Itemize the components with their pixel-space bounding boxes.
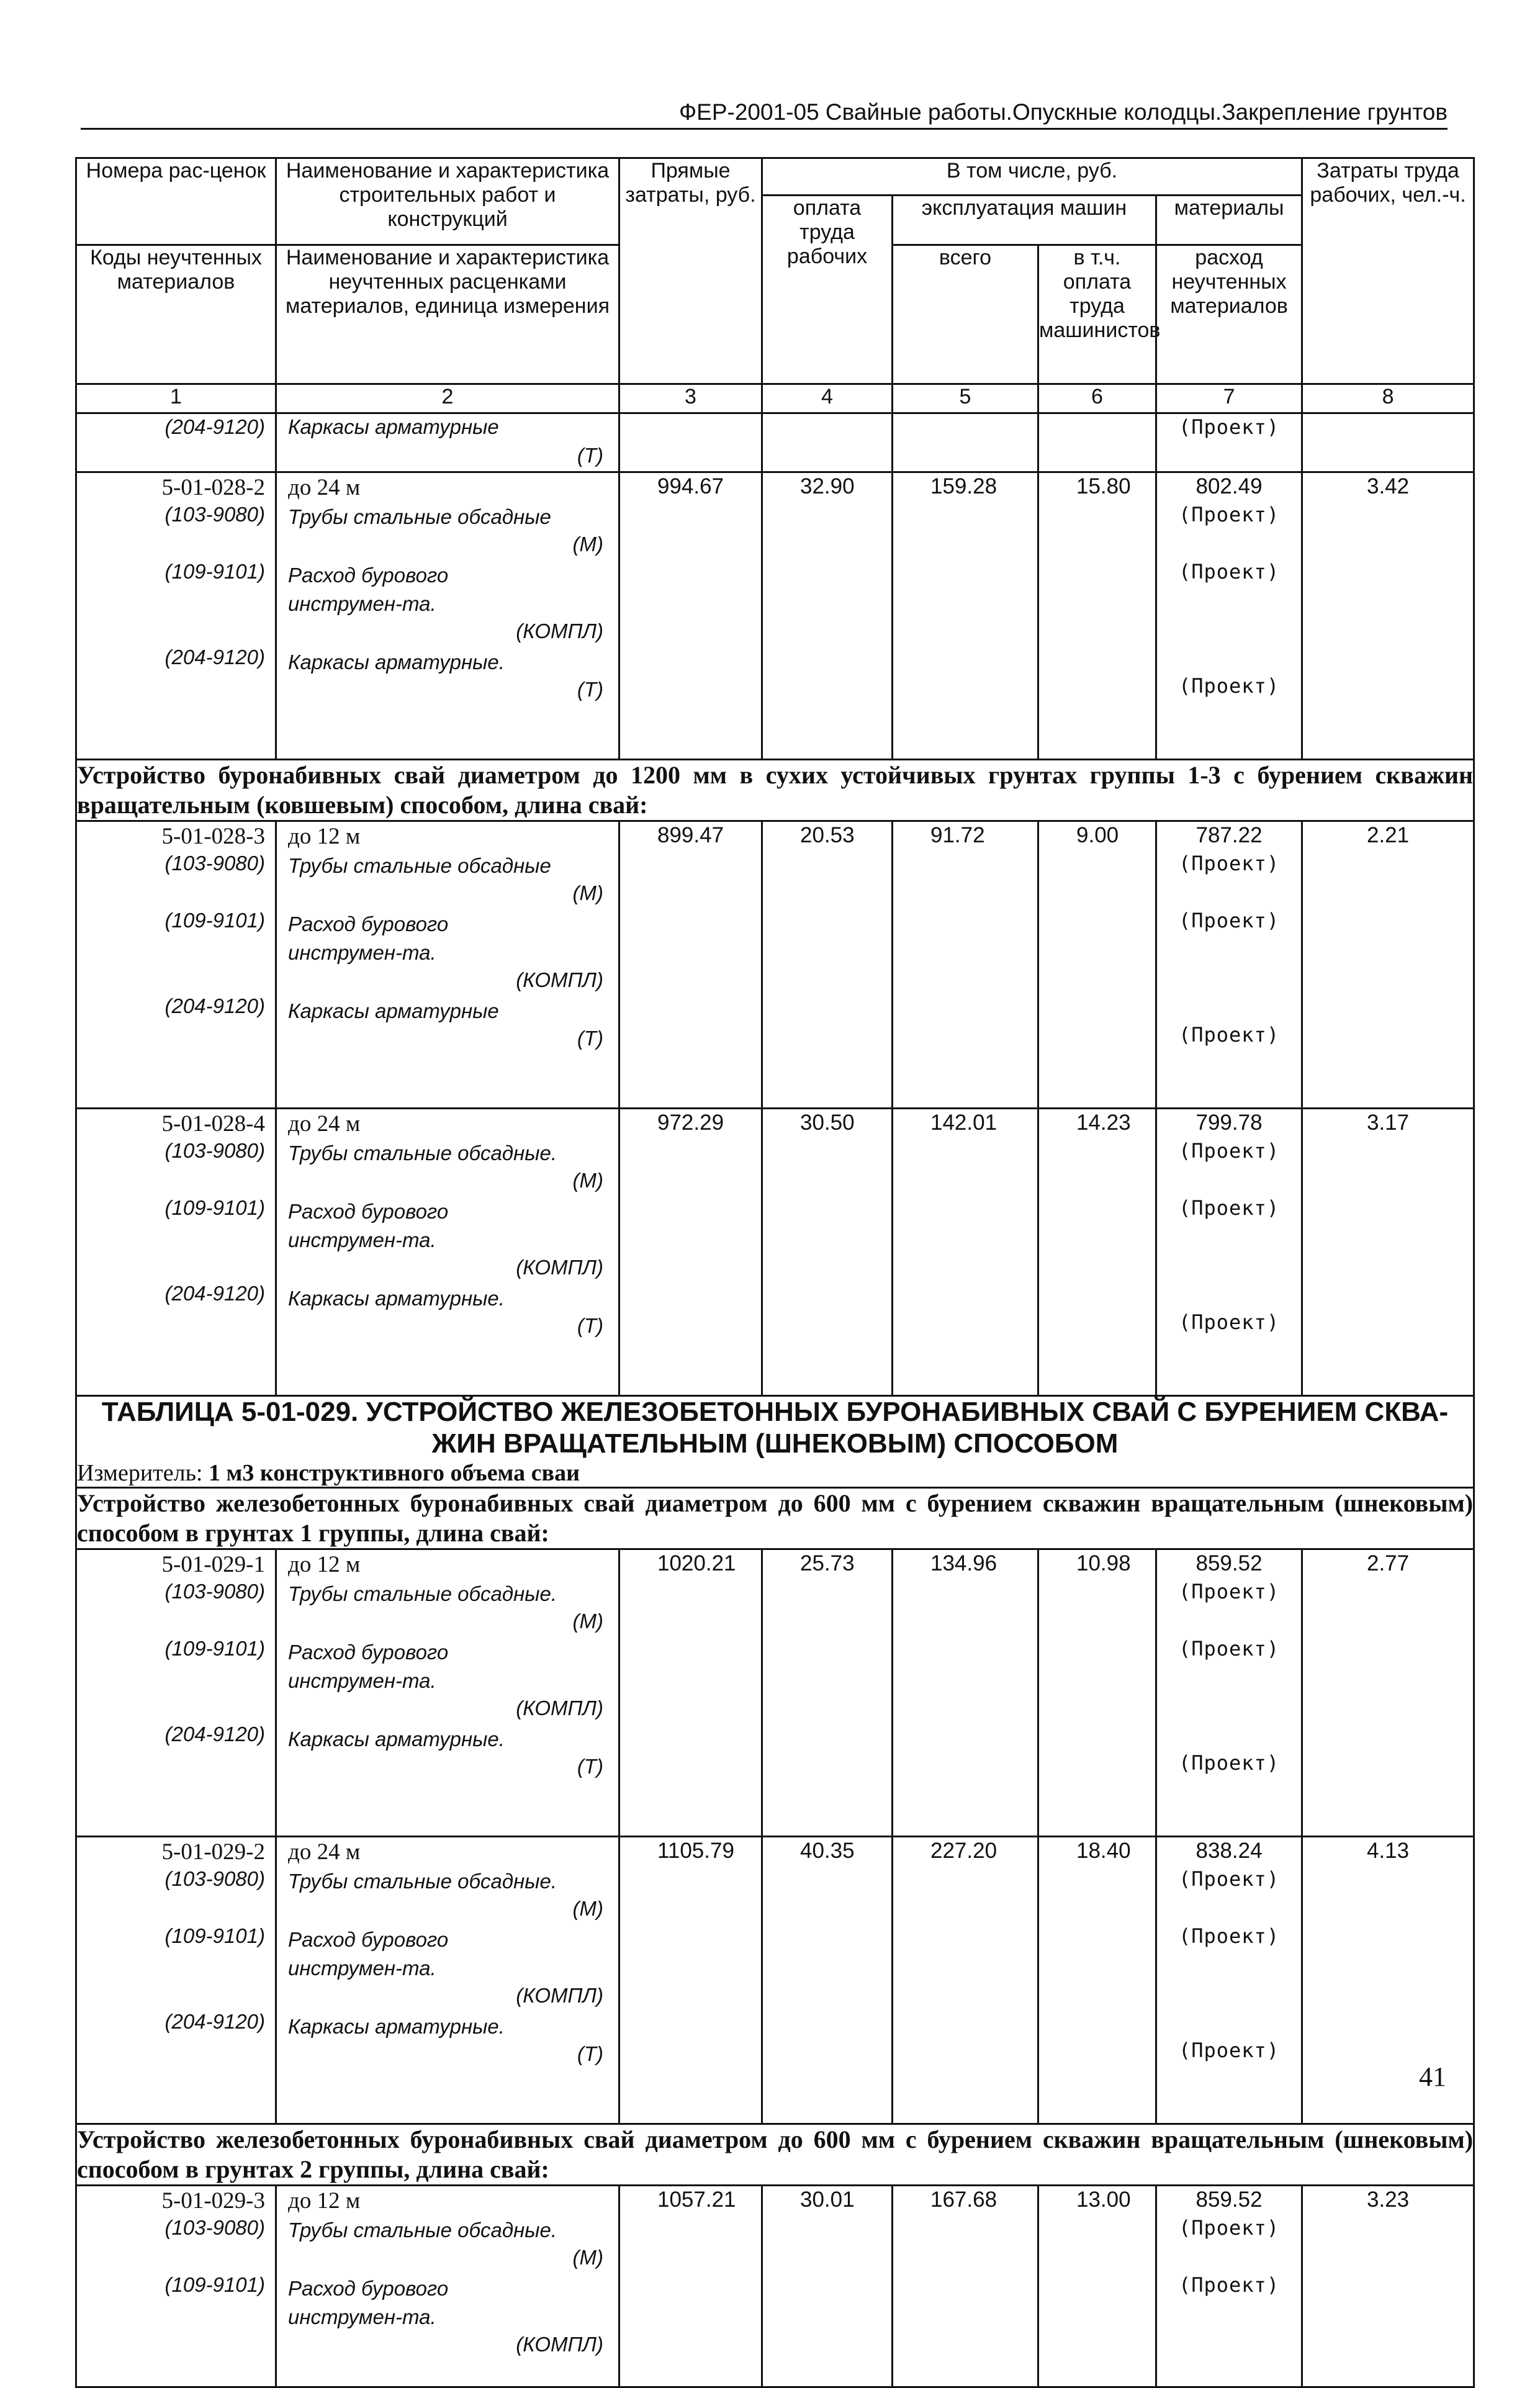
material-unit: (КОМПЛ) (516, 620, 603, 642)
rate-row (76, 2186, 1474, 2387)
col-number-5: 5 (893, 384, 1038, 413)
labor-cost: 40.35 (800, 1839, 855, 1863)
machine-cost: 134.96 (930, 1551, 997, 1576)
labor-hours: 4.13 (1366, 1839, 1410, 1863)
machine-cost: 227.20 (930, 1839, 997, 1863)
material-code: (103-9080) (164, 1139, 265, 1162)
material-unit: (М) (572, 1610, 603, 1633)
material-code: (103-9080) (164, 2216, 265, 2240)
material-unit: (М) (572, 1169, 603, 1192)
material-unit: (КОМПЛ) (516, 1256, 603, 1279)
col-number-4: 4 (762, 384, 893, 413)
project-note: (Проект) (1178, 1580, 1280, 1604)
material-name: Трубы стальные обсадные (288, 505, 551, 528)
material-unit: (Т) (577, 2042, 603, 2066)
material-name: Расход бурового инструмен-та. (288, 564, 449, 615)
page-header: ФЕР-2001-05 Свайные работы.Опускные колодцы.Закрепление грунтов (679, 99, 1448, 125)
machine-cost: 167.68 (930, 2187, 997, 2212)
rate-row (76, 1109, 1474, 1396)
material-name: Расход бурового инструмен-та. (288, 1200, 449, 1251)
labor-hours: 3.42 (1366, 474, 1410, 498)
project-note: (Проект) (1178, 852, 1280, 875)
operator-cost: 14.23 (1076, 1111, 1131, 1135)
project-note: (Проект) (1178, 2039, 1280, 2063)
material-name: Расход бурового инструмен-та. (288, 1928, 449, 1980)
labor-hours: 2.21 (1366, 823, 1410, 847)
rate-code: 5-01-029-3 (161, 2188, 265, 2214)
header-machines: эксплуатация машин (893, 196, 1156, 245)
section-text: Устройство железобетонных буронабивных свай диаметром до 600 мм с бурением скважин вращательным (шнековым) способом в грунтах 1 группы, длина свай: (77, 1489, 1474, 1548)
material-name: Трубы стальные обсадные. (288, 1142, 557, 1165)
labor-hours: 3.17 (1366, 1111, 1410, 1135)
project-note: (Проект) (1178, 674, 1280, 698)
col-number-3: 3 (619, 384, 762, 413)
labor-cost: 32.90 (800, 474, 855, 498)
materials-cost: 799.78 (1196, 1111, 1263, 1135)
pile-length: до 12 м (288, 1552, 361, 1578)
direct-cost: 994.67 (657, 474, 724, 498)
direct-cost: 1057.21 (657, 2187, 736, 2212)
table-title: ТАБЛИЦА 5-01-029. УСТРОЙСТВО ЖЕЛЕЗОБЕТОННЫХ БУРОНАБИВНЫХ СВАЙ С БУРЕНИЕМ СКВА-ЖИН ВРАЩАТЕЛЬНЫМ (ШНЕКОВЫМ) СПОСОБОМ (101, 1397, 1449, 1459)
project-note: (Проект) (1178, 1023, 1280, 1047)
material-name: Каркасы арматурные. (288, 651, 505, 674)
col-number-2: 2 (276, 384, 619, 413)
rate-code: 5-01-028-2 (161, 475, 265, 500)
material-unit: (КОМПЛ) (516, 1696, 603, 1720)
material-code: (109-9101) (164, 909, 265, 932)
unit-label: Измеритель: (77, 1460, 203, 1487)
direct-cost: 1105.79 (657, 1839, 734, 1863)
header-group: В том числе, руб. (762, 158, 1302, 196)
rate-row (76, 1549, 1474, 1837)
material-name: Расход бурового инструмен-та. (288, 2277, 449, 2329)
direct-cost: 1020.21 (657, 1551, 736, 1576)
project-note: (Проект) (1178, 1867, 1280, 1891)
material-name: Трубы стальные обсадные (288, 854, 551, 877)
material-code: (204-9120) (164, 2010, 265, 2034)
section-text: Устройство железобетонных буронабивных свай диаметром до 600 мм с бурением скважин вращательным (шнековым) способом в грунтах 2 группы, длина свай: (77, 2125, 1474, 2184)
material-unit: (Т) (577, 1314, 603, 1337)
material-name: Трубы стальные обсадные. (288, 1870, 557, 1893)
material-name: Трубы стальные обсадные. (288, 1582, 557, 1606)
operator-cost: 18.40 (1076, 1839, 1131, 1863)
project-note: (Проект) (1178, 1139, 1280, 1163)
materials-cost: 802.49 (1196, 474, 1263, 498)
labor-cost: 30.50 (800, 1111, 855, 1135)
material-name: Каркасы арматурные. (288, 1287, 505, 1310)
material-code: (204-9120) (164, 1723, 265, 1746)
machine-cost: 159.28 (930, 474, 997, 498)
operator-cost: 9.00 (1076, 823, 1119, 847)
labor-cost: 30.01 (800, 2187, 855, 2212)
header-col1-bottom: Коды неучтенных материалов (76, 245, 276, 384)
col-number-8: 8 (1302, 384, 1474, 413)
material-code: (103-9080) (164, 1580, 265, 1603)
header-col3: Прямые затраты, руб. (619, 158, 762, 384)
header-col2-bottom: Наименование и характеристика неучтенных расценками материалов, единица измерения (276, 245, 619, 384)
material-unit: (М) (572, 1897, 603, 1921)
operator-cost: 10.98 (1076, 1551, 1131, 1576)
header-col1-top: Номера рас-ценок (76, 158, 276, 245)
project-note: (Проект) (1178, 1924, 1280, 1949)
project-note: (Проект) (1178, 909, 1280, 932)
header-col8: Затраты труда рабочих, чел.-ч. (1302, 158, 1474, 384)
header-materials: материалы (1156, 196, 1302, 245)
pile-length: до 24 м (288, 1839, 361, 1865)
project-note: (Проект) (1178, 503, 1280, 526)
col-number-1: 1 (76, 384, 276, 413)
operator-cost: 15.80 (1076, 474, 1131, 498)
header-col5: всего (893, 245, 1038, 384)
project-note: (Проект) (1178, 415, 1280, 439)
rate-row (76, 1837, 1474, 2124)
project-note: (Проект) (1178, 1310, 1280, 1334)
material-code: (103-9080) (164, 852, 265, 875)
project-note: (Проект) (1178, 1751, 1280, 1775)
continuation-row (76, 413, 1474, 472)
header-col4: оплата труда рабочих (762, 196, 893, 384)
pile-length: до 12 м (288, 2188, 361, 2214)
direct-cost: 972.29 (657, 1111, 724, 1135)
project-note: (Проект) (1178, 1637, 1280, 1661)
labor-hours: 2.77 (1366, 1551, 1410, 1576)
material-unit: (Т) (577, 1755, 603, 1778)
material-unit: (КОМПЛ) (516, 968, 603, 991)
material-unit: (Т) (577, 678, 603, 701)
material-unit: (М) (572, 533, 603, 556)
section-heading (76, 1488, 1474, 1549)
material-unit: (Т) (577, 1027, 603, 1050)
material-name: Каркасы арматурные. (288, 1728, 505, 1751)
labor-cost: 20.53 (800, 823, 855, 847)
material-code: (204-9120) (164, 994, 265, 1017)
rate-code: 5-01-029-1 (161, 1552, 265, 1578)
material-name: Каркасы арматурные (288, 999, 499, 1022)
material-code: (103-9080) (164, 1867, 265, 1891)
material-code: (109-9101) (164, 560, 265, 583)
header-col2-top: Наименование и характеристика строительных работ и конструкций (276, 158, 619, 245)
material-name: Каркасы арматурные (288, 415, 499, 438)
table-title-row (76, 1396, 1474, 1460)
price-table (75, 157, 1475, 2388)
labor-hours: 3.23 (1366, 2187, 1410, 2212)
material-name: Расход бурового инструмен-та. (288, 1641, 449, 1693)
section-text: Устройство буронабивных свай диаметром до 1200 мм в сухих устойчивых грунтах группы 1-3 с бурением скважин вращательным (ковшевым) способом, длина свай: (77, 761, 1474, 819)
header-divider (81, 128, 1448, 130)
header-col6: в т.ч. оплата труда машинистов (1038, 245, 1156, 384)
pile-length: до 24 м (288, 475, 361, 500)
rate-row (76, 472, 1474, 760)
pile-length: до 24 м (288, 1111, 361, 1137)
materials-cost: 859.52 (1196, 1551, 1263, 1576)
material-code: (109-9101) (164, 1637, 265, 1660)
rate-row (76, 821, 1474, 1109)
material-code: (204-9120) (164, 646, 265, 669)
material-code: (109-9101) (164, 1196, 265, 1219)
rate-code: 5-01-028-4 (161, 1111, 265, 1137)
col-number-7: 7 (1156, 384, 1302, 413)
direct-cost: 899.47 (657, 823, 724, 847)
section-heading (76, 760, 1474, 821)
materials-cost: 859.52 (1196, 2187, 1263, 2212)
material-code: (103-9080) (164, 503, 265, 526)
material-code: (204-9120) (164, 415, 265, 438)
project-note: (Проект) (1178, 2273, 1280, 2297)
material-unit: (М) (572, 2246, 603, 2269)
operator-cost: 13.00 (1076, 2187, 1131, 2212)
table-unit-row (76, 1459, 1474, 1488)
project-note: (Проект) (1178, 560, 1280, 583)
pile-length: до 12 м (288, 824, 361, 849)
rate-code: 5-01-029-2 (161, 1839, 265, 1865)
rate-code: 5-01-028-3 (161, 824, 265, 849)
materials-cost: 838.24 (1196, 1839, 1263, 1863)
materials-cost: 787.22 (1196, 823, 1263, 847)
page-number: 41 (1419, 2061, 1446, 2092)
material-code: (204-9120) (164, 1282, 265, 1305)
labor-cost: 25.73 (800, 1551, 855, 1576)
material-code: (109-9101) (164, 1924, 265, 1948)
machine-cost: 91.72 (930, 823, 985, 847)
material-code: (109-9101) (164, 2273, 265, 2297)
col-number-6: 6 (1038, 384, 1156, 413)
unit-value: 1 м3 конструктивного объема сваи (209, 1460, 580, 1487)
material-name: Каркасы арматурные. (288, 2015, 505, 2039)
material-unit: (Т) (577, 444, 603, 467)
material-name: Трубы стальные обсадные. (288, 2219, 557, 2242)
material-name: Расход бурового инструмен-та. (288, 912, 449, 964)
material-unit: (КОМПЛ) (516, 2333, 603, 2356)
header-col7: расход неучтенных материалов (1156, 245, 1302, 384)
machine-cost: 142.01 (930, 1111, 997, 1135)
project-note: (Проект) (1178, 1196, 1280, 1220)
material-unit: (М) (572, 881, 603, 904)
section-heading (76, 2124, 1474, 2186)
material-unit: (КОМПЛ) (516, 1984, 603, 2007)
project-note: (Проект) (1178, 2216, 1280, 2240)
